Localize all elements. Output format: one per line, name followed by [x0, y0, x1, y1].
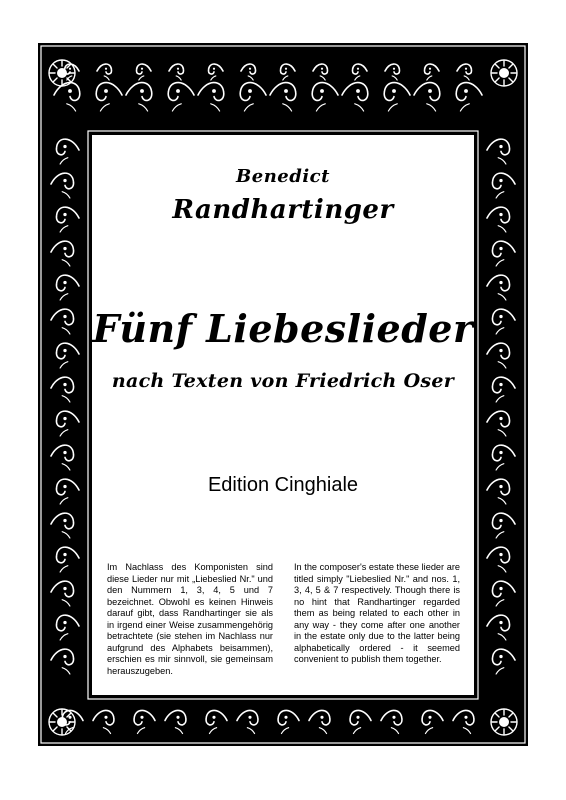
publisher-name: Edition Cinghiale [207, 474, 359, 496]
work-title: Fünf Liebeslieder [92, 306, 474, 351]
note-english: In the composer's estate these lieder are titled simply "Liebeslied Nr." and nos. 1, 3, 4, 5 & 7 respectively. Though there is no hint that Randhartinger regarded them as being related to each other in any way - they come after one another in the estate only due to the latter being alphabetically ordered - it seemed convenient to publish them together. [294, 562, 460, 664]
composer-last-name: Randhartinger [172, 195, 394, 225]
composer-first-name: Benedict [236, 166, 330, 187]
note-german: Im Nachlass des Komponisten sind diese Lieder nur mit „Liebeslied Nr." und den Nummern 1, 3, 4, 5 und 7 bezeichnet. Obwohl es keinen Hinweis darauf gibt, dass Randhartinger sie als in irgend einer Weise zusammengehörig betrachtete (sie stehen im Nachlass nur aufgrund des Alphabets beisammen), erschien es mir sinnvoll, sie gemeinsam herauszugeben. [107, 562, 273, 676]
work-subtitle: nach Texten von Friedrich Oser [111, 370, 455, 392]
